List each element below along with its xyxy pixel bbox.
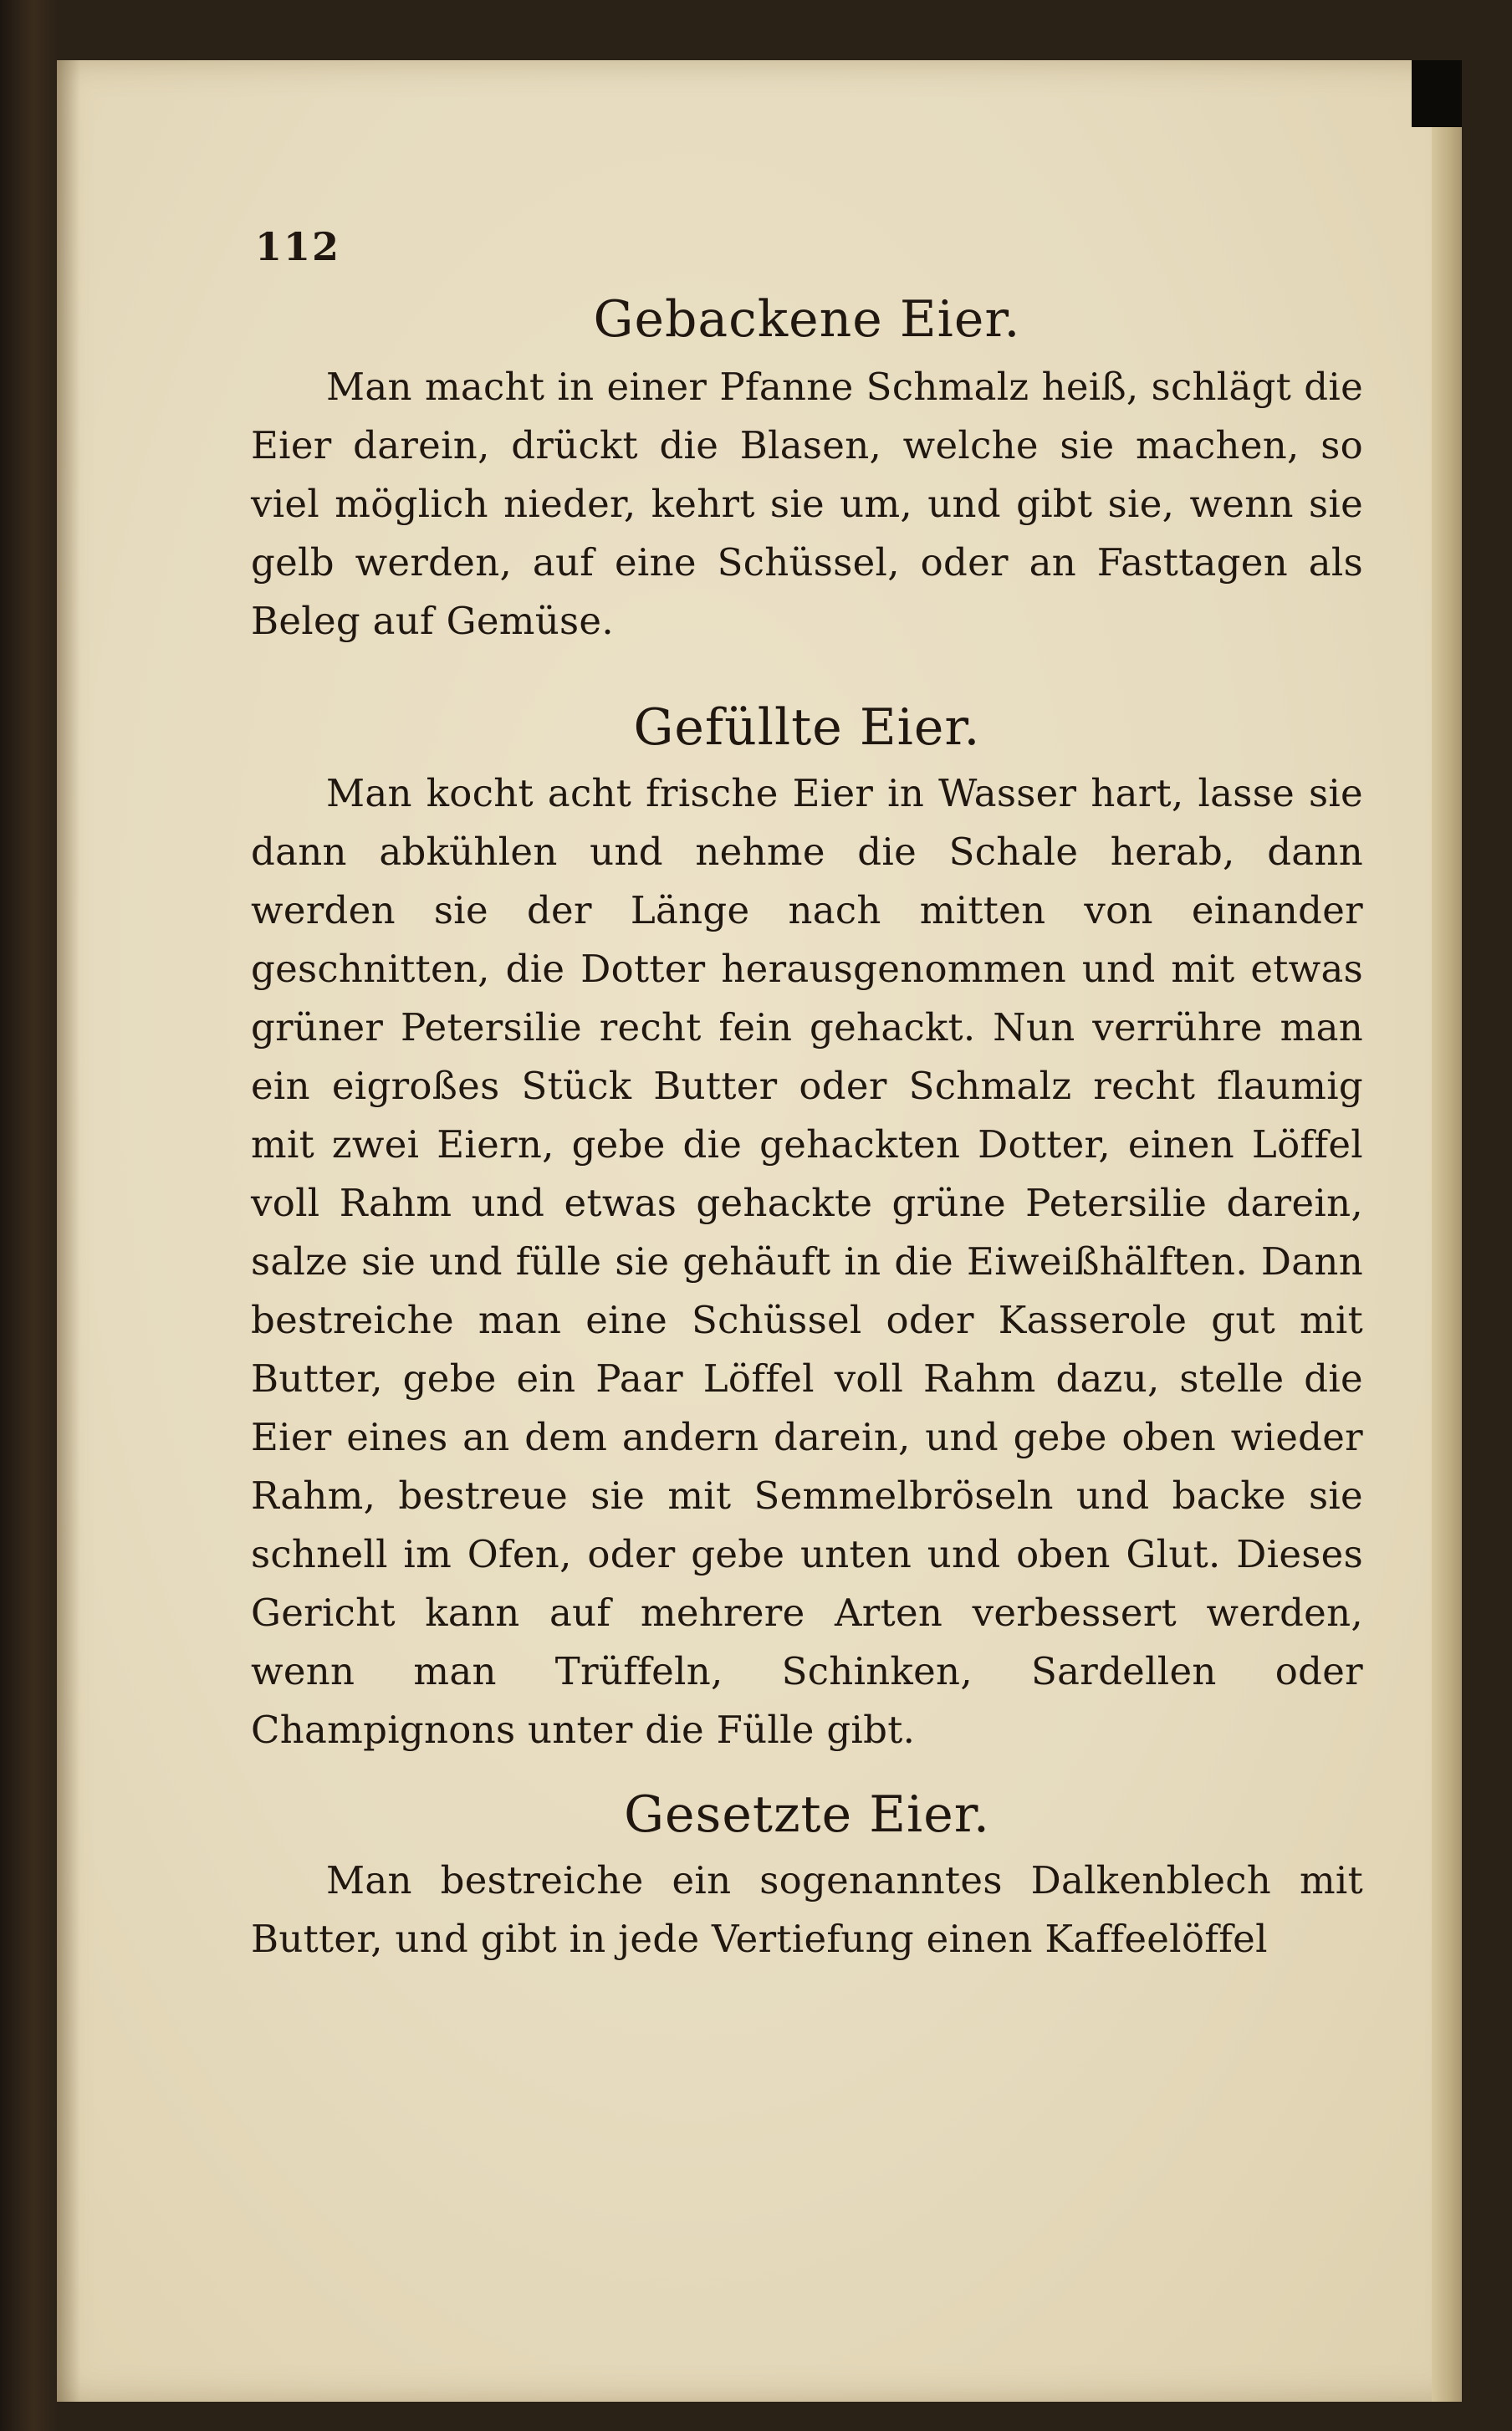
binding-shadow — [57, 60, 80, 2402]
section-heading-gesetzte-eier: Gesetzte Eier. — [624, 1785, 990, 1844]
page-number: 112 — [255, 224, 341, 269]
section-body-gefuellte-eier: Man kocht acht frische Eier in Wasser hart, lasse sie dann abkühlen und nehme die Schale herab, dann werden sie der Länge nach mitten von einander geschnitten, die Dotter herausgenommen und mit etwas grüner Petersilie recht fein gehackt. Nun verrühre man ein eigroßes Stück Butter oder Schmalz recht flaumig mit zwei Eiern, gebe die gehackten Dotter, einen Löffel voll Rahm und etwas gehackte grüne Petersilie darein, salze sie und fülle sie gehäuft in die Eiweißhälften. Dann bestreiche man eine Schüssel oder Kasserole gut mit Butter, gebe ein Paar Löffel voll Rahm dazu, stelle die Eier eines an dem andern darein, und gebe oben wieder Rahm, bestreue sie mit Semmelbröseln und backe sie schnell im Ofen, oder gebe unten und oben Glut. Dieses Gericht kann auf mehrere Arten verbessert werden, wenn man Trüffeln, Schinken, Sardellen oder Champignons unter die Fülle gibt. — [251, 771, 1363, 1752]
section-body-gebackene-eier: Man macht in einer Pfanne Schmalz heiß, schlägt die Eier darein, drückt die Blasen, welche sie machen, so viel möglich nieder, kehrt sie um, und gibt sie, wenn sie gelb werden, auf eine Schüssel, oder an Fasttagen als Beleg auf Gemüse. — [251, 365, 1363, 643]
scan-corner-mark — [1412, 60, 1462, 127]
page-fore-edge — [1432, 60, 1462, 2402]
section-heading-gebackene-eier: Gebackene Eier. — [593, 290, 1021, 349]
section-body-gesetzte-eier: Man bestreiche ein sogenanntes Dalkenblech mit Butter, und gibt in jede Vertiefung einen Kaffeelöffel — [251, 1858, 1363, 1961]
section-heading-gefuellte-eier: Gefüllte Eier. — [633, 698, 981, 757]
